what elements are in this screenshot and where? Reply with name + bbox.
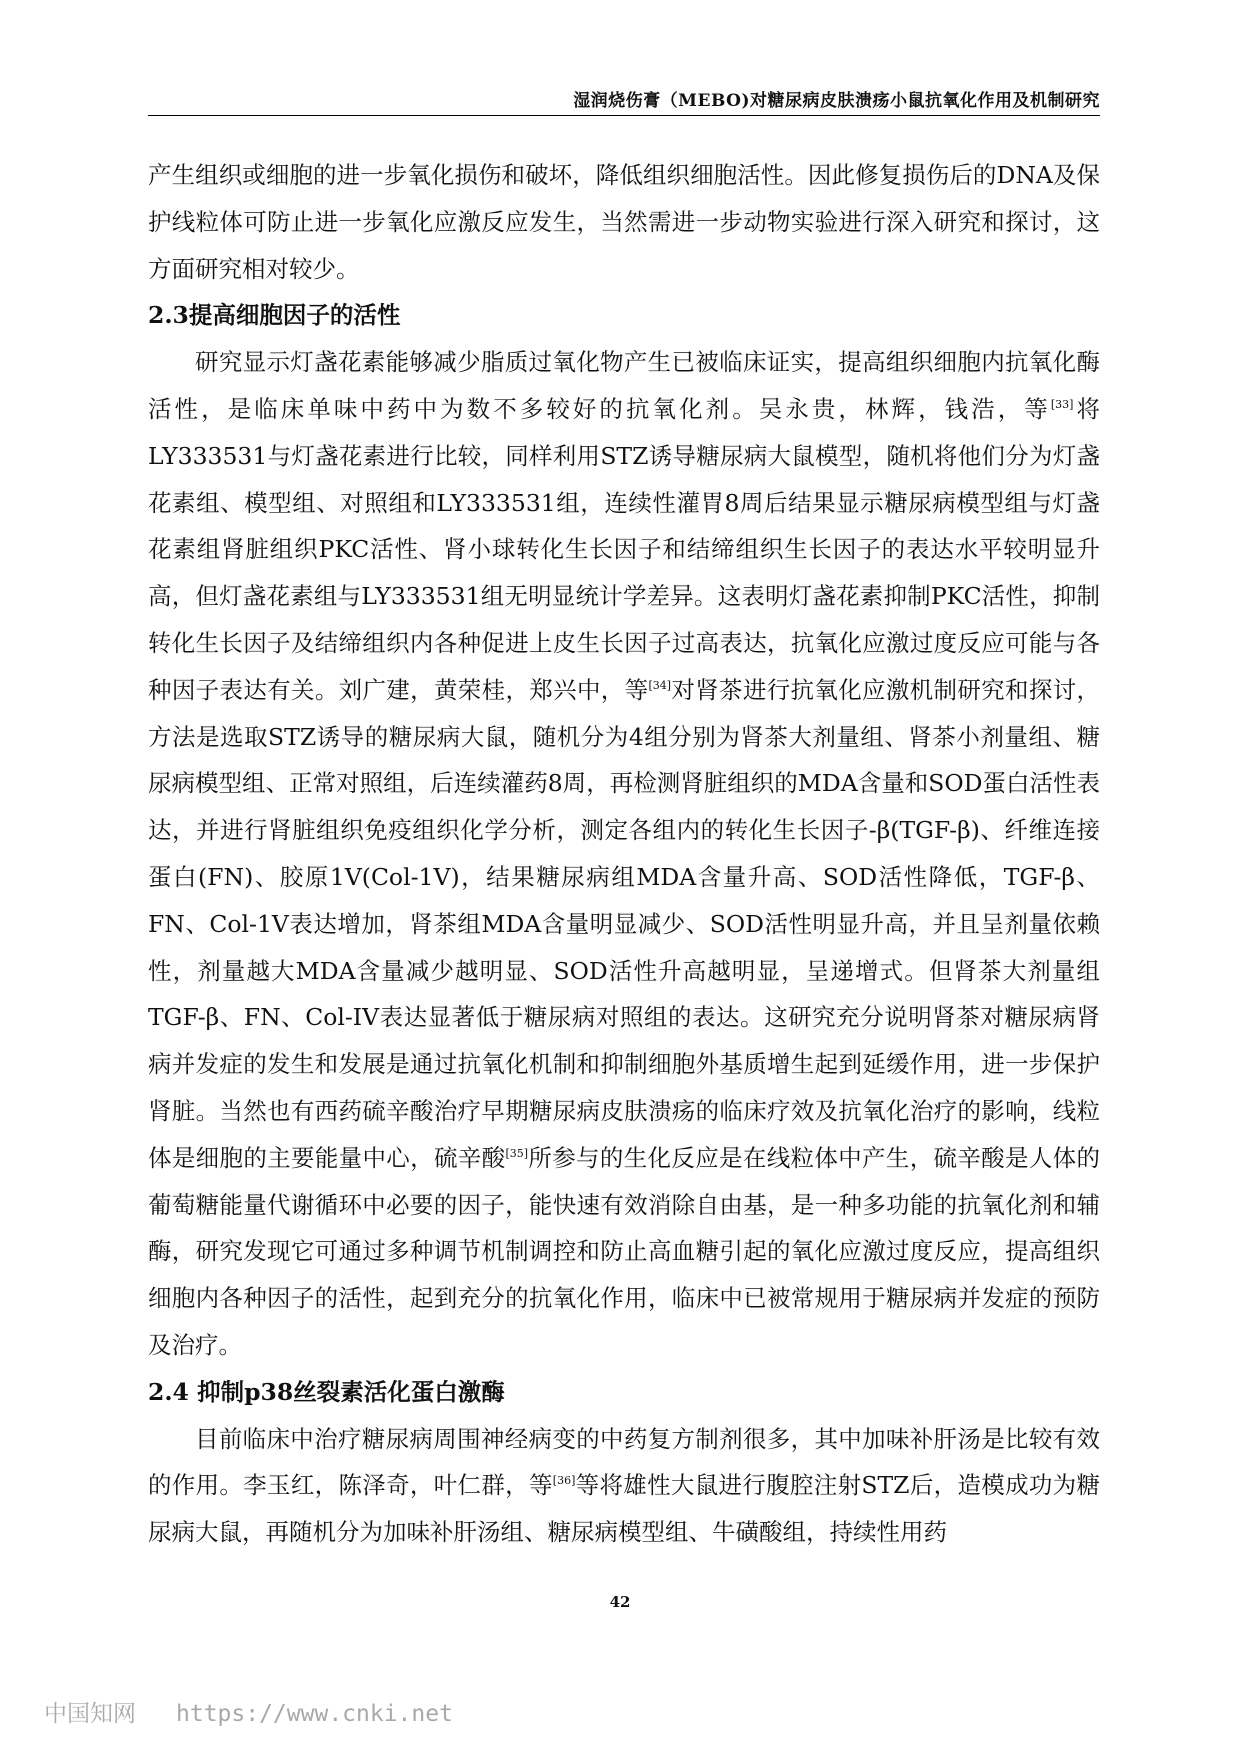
text-run: 研究显示灯盏花素能够减少脂质过氧化物产生已被临床证实，提高组织细胞内抗氧化酶活性，是临床单味中药中为数不多较好的抗氧化剂。吴永贵，林辉，钱浩，等 bbox=[148, 348, 1100, 423]
section-heading-2-3: 2.3提高细胞因子的活性 bbox=[148, 301, 401, 330]
cnki-watermark bbox=[44, 1695, 453, 1728]
text-run: 所参与的生化反应是在线粒体中产生，硫辛酸是人体的葡萄糖能量代谢循环中必要的因子，能快速有效消除自由基，是一种多功能的抗氧化剂和辅酶，研究发现它可通过多种调节机制调控和防止高血糖引起的氧化应激过度反应，提高组织细胞内各种因子的活性，起到充分的抗氧化作用，临床中已被常规用于糖尿病并发症的预防及治疗。 bbox=[148, 1143, 1101, 1359]
section-heading-2-4: 2.4 抑制p38丝裂素活化蛋白激酶 bbox=[148, 1377, 505, 1406]
paragraph-section-2-3 bbox=[148, 339, 1100, 1369]
header-rule bbox=[148, 115, 1100, 116]
citation-36: [36] bbox=[552, 1474, 576, 1488]
text-run: 将LY333531与灯盏花素进行比较，同样利用STZ诱导糖尿病大鼠模型，随机将他们分为灯盏花素组、模型组、对照组和LY333531组，连续性灌胃8周后结果显示糖尿病模型组与灯盏花素组肾脏组织PKC活性、肾小球转化生长因子和结缔组织生长因子的表达水平较明显升高，但灯盏花素组与LY333531组无明显统计学差异。这表明灯盏花素抑制PKC活性，抑制转化生长因子及结缔组织内各种促进上皮生长因子过高表达，抗氧化应激过度反应可能与各种因子表达有关。刘广建，黄荣桂，郑兴中，等 bbox=[148, 394, 1101, 704]
text-run: 目前临床中治疗糖尿病周围神经病变的中药复方制剂很多，其中加味补肝汤是比较有效的作用。李玉红，陈泽奇，叶仁群，等 bbox=[148, 1424, 1100, 1500]
paragraph-continuation: 产生组织或细胞的进一步氧化损伤和破坏，降低组织细胞活性。因此修复损伤后的DNA及保护线粒体可防止进一步氧化应激反应发生，当然需进一步动物实验进行深入研究和探讨，这方面研究相对较少。 bbox=[148, 161, 1100, 283]
text-run: 对肾茶进行抗氧化应激机制研究和探讨，方法是选取STZ诱导的糖尿病大鼠，随机分为4组分别为肾茶大剂量组、肾茶小剂量组、糖尿病模型组、正常对照组，后连续灌药8周，再检测肾脏组织的MDA含量和SOD蛋白活性表达，并进行肾脏组织免疫组织化学分析，测定各组内的转化生长因子-β(TGF-β)、纤维连接蛋白(FN)、胶原1V(Col-1V)，结果糖尿病组MDA含量升高、SOD活性降低，TGF-β、FN、Col-1V表达增加，肾茶组MDA含量明显减少、SOD活性明显升高，并且呈剂量依赖性，剂量越大MDA含量减少越明显、SOD活性升高越明显，呈递增式。但肾茶大剂量组TGF-β、FN、Col-IV表达显著低于糖尿病对照组的表达。这研究充分说明肾茶对糖尿病肾病并发症的发生和发展是通过抗氧化机制和抑制细胞外基质增生起到延缓作用，进一步保护肾脏。当然也有西药硫辛酸治疗早期糖尿病皮肤溃疡的临床疗效及抗氧化治疗的影响，线粒体是细胞的主要能量中心，硫辛酸 bbox=[148, 675, 1101, 1172]
watermark-brand: 中国知网 bbox=[44, 1701, 136, 1727]
running-header: 湿润烧伤膏（MEBO)对糖尿病皮肤溃疡小鼠抗氧化作用及机制研究 bbox=[573, 91, 1100, 111]
watermark-url: https://www.cnki.net bbox=[176, 1701, 453, 1727]
citation-33: [33] bbox=[1050, 398, 1074, 412]
body-text bbox=[148, 152, 1100, 1556]
text-run: 等将雄性大鼠进行腹腔注射STZ后，造模成功为糖尿病大鼠，再随机分为加味补肝汤组、糖尿病模型组、牛磺酸组，持续性用药 bbox=[148, 1471, 1100, 1547]
page-number: 42 bbox=[609, 1593, 631, 1611]
paragraph-section-2-4 bbox=[148, 1416, 1100, 1556]
citation-34: [34] bbox=[648, 678, 672, 692]
citation-35: [35] bbox=[505, 1146, 529, 1160]
